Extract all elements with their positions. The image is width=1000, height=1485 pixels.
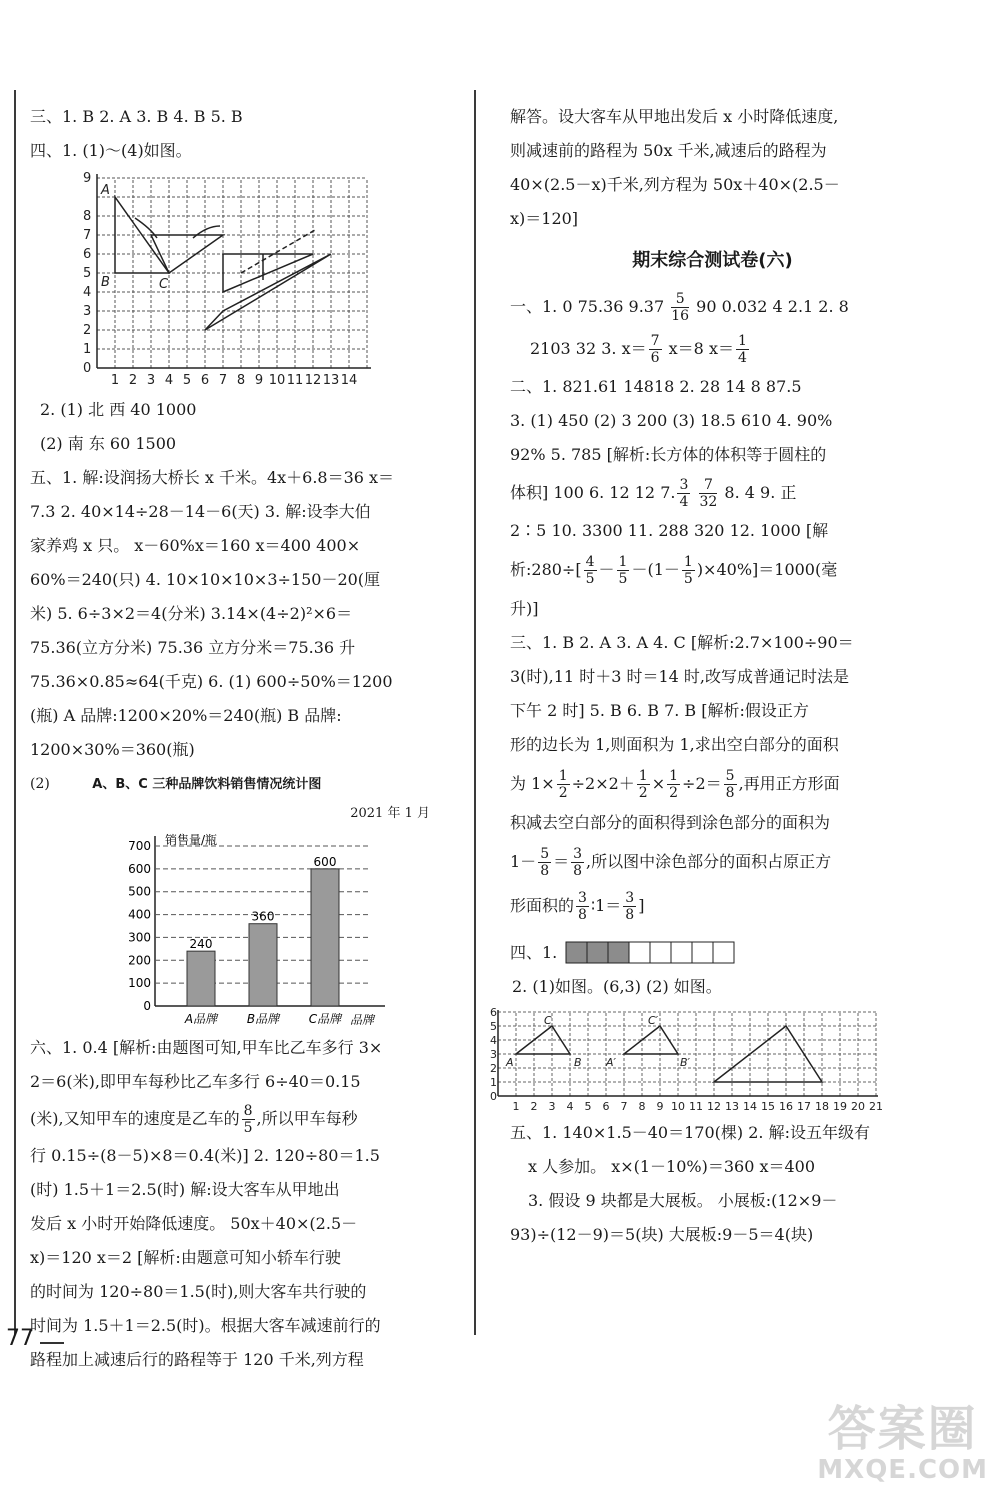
denominator: 4 bbox=[679, 494, 689, 510]
y-tick: 1 bbox=[83, 342, 92, 357]
chart-bar bbox=[311, 869, 339, 1006]
y-tick: 0 bbox=[83, 361, 92, 376]
x-tick: 21 bbox=[869, 1100, 883, 1113]
answer-line bbox=[510, 328, 915, 370]
fraction bbox=[724, 768, 737, 801]
fraction bbox=[242, 1103, 255, 1136]
numerator: 5 bbox=[725, 768, 735, 784]
answer-line: (2) 南 东 60 1500 bbox=[40, 434, 177, 453]
text-part: 析:280÷[ bbox=[510, 560, 582, 579]
denominator: 8 bbox=[725, 785, 735, 801]
y-tick: 8 bbox=[83, 209, 92, 224]
x-tick: 1 bbox=[512, 1100, 520, 1113]
x-tick: 12 bbox=[707, 1100, 721, 1113]
numerator: 3 bbox=[625, 890, 635, 906]
answer-line: (瓶) A 品牌:1200×20%＝240(瓶) B 品牌: bbox=[30, 706, 342, 725]
x-tick-labels-2 bbox=[513, 1100, 884, 1113]
chart-date: 2021 年 1 月 bbox=[350, 806, 430, 821]
answer-line: 二、1. 821.61 14818 2. 28 14 8 87.5 bbox=[510, 377, 802, 396]
chart-xlabel: 品牌 bbox=[350, 1013, 375, 1027]
chart-y-tick: 0 bbox=[143, 999, 151, 1013]
denominator: 5 bbox=[683, 571, 693, 587]
x-tick: 10 bbox=[671, 1100, 685, 1113]
x-tick: 8 bbox=[638, 1100, 646, 1113]
answer-line: 则减速前的路程为 50x 千米,减速后的路程为 bbox=[510, 141, 827, 160]
text-part: ÷2×2＋ bbox=[571, 774, 635, 793]
x-tick: 14 bbox=[340, 373, 358, 388]
text-part: －(1－ bbox=[631, 560, 680, 579]
y-tick: 1 bbox=[490, 1076, 497, 1089]
point-label-b: B bbox=[101, 275, 110, 290]
denominator: 4 bbox=[737, 350, 747, 366]
answer-line: 3. 假设 9 块都是大展板。 小展板:(12×9－ bbox=[528, 1191, 838, 1210]
numerator: 1 bbox=[737, 333, 747, 349]
x-tick: 12 bbox=[304, 373, 322, 388]
y-tick: 4 bbox=[83, 285, 92, 300]
answer-line bbox=[510, 840, 915, 884]
text-part: － bbox=[598, 560, 615, 579]
fraction bbox=[671, 291, 689, 324]
text-part: 一、1. 0 75.36 9.37 bbox=[510, 297, 665, 316]
text-part: 90 0.032 4 2.1 2. 8 bbox=[696, 297, 849, 316]
empty-cell bbox=[692, 942, 713, 963]
answer-line: 解答。设大客车从甲地出发后 x 小时降低速度, bbox=[510, 107, 839, 126]
answer-line: 家养鸡 x 只。 x－60%x＝160 x＝400 400× bbox=[30, 536, 361, 555]
answer-line bbox=[510, 884, 915, 928]
text-part: ,所以甲车每秒 bbox=[256, 1109, 358, 1128]
column-divider bbox=[474, 90, 476, 1335]
y-tick: 7 bbox=[83, 228, 92, 243]
x-tick: 10 bbox=[268, 373, 286, 388]
x-tick: 14 bbox=[743, 1100, 757, 1113]
x-tick: 3 bbox=[548, 1100, 556, 1113]
dashed-guide bbox=[241, 230, 315, 273]
point-label-a: A bbox=[506, 1056, 514, 1069]
page-number: 77 bbox=[6, 1326, 34, 1351]
fraction bbox=[584, 554, 597, 587]
chart-data-label: 600 bbox=[313, 854, 337, 869]
page-number-dash bbox=[40, 1342, 64, 1344]
point-label-b-prime: B′ bbox=[680, 1056, 691, 1069]
watermark-logo-text: 答案圈 bbox=[827, 1401, 978, 1457]
answer-line: 五、1. 解:设润扬大桥长 x 千米。4x＋6.8＝36 x＝ bbox=[30, 468, 395, 487]
x-tick: 11 bbox=[286, 373, 304, 388]
rotation-arrow-2 bbox=[193, 226, 220, 238]
y-tick: 5 bbox=[490, 1020, 497, 1033]
point-label-c: C bbox=[159, 277, 169, 292]
answer-line bbox=[510, 472, 915, 514]
y-tick: 2 bbox=[490, 1062, 497, 1075]
x-tick: 15 bbox=[761, 1100, 775, 1113]
x-tick: 16 bbox=[779, 1100, 793, 1113]
y-tick: 4 bbox=[490, 1034, 497, 1047]
answer-line bbox=[510, 762, 915, 806]
text-part: 形面积的 bbox=[510, 896, 575, 915]
answer-line: 行 0.15÷(8－5)×8＝0.4(米)] 2. 120÷80＝1.5 bbox=[30, 1146, 380, 1165]
answer-line bbox=[510, 548, 915, 592]
x-tick: 18 bbox=[815, 1100, 829, 1113]
coordinate-grid-figure bbox=[75, 168, 395, 393]
chart-bar bbox=[187, 951, 215, 1006]
x-tick: 2 bbox=[530, 1100, 538, 1113]
answer-line: 的时间为 120÷80＝1.5(时),则大客车共行驶的 bbox=[30, 1282, 367, 1301]
text-part: x＝8 x＝ bbox=[668, 339, 734, 358]
fraction bbox=[571, 846, 584, 879]
numerator: 1 bbox=[683, 554, 693, 570]
denominator: 5 bbox=[618, 571, 628, 587]
x-tick: 13 bbox=[725, 1100, 739, 1113]
answer-line: x)＝120 x＝2 [解析:由题意可知小轿车行驶 bbox=[30, 1248, 341, 1267]
x-tick: 8 bbox=[236, 373, 246, 388]
x-tick-labels bbox=[111, 373, 357, 388]
numerator: 1 bbox=[638, 768, 648, 784]
text-part: (米),又知甲车的速度是乙车的 bbox=[30, 1109, 240, 1128]
answer-line: 形的边长为 1,则面积为 1,求出空白部分的面积 bbox=[510, 735, 839, 754]
answer-line: 92% 5. 785 [解析:长方体的体积等于圆柱的 bbox=[510, 445, 827, 464]
denominator: 32 bbox=[699, 494, 718, 510]
answer-line: 75.36×0.85≈64(千克) 6. (1) 600÷50%＝1200 bbox=[30, 672, 393, 691]
denominator: 16 bbox=[671, 308, 690, 324]
denominator: 2 bbox=[638, 785, 648, 801]
fraction bbox=[682, 554, 695, 587]
answer-line: x 人参加。 x×(1－10%)＝360 x＝400 bbox=[528, 1157, 816, 1176]
shaded-cell bbox=[566, 942, 587, 963]
text-part: 四、1. bbox=[510, 943, 558, 962]
empty-cell bbox=[671, 942, 692, 963]
x-tick: 17 bbox=[797, 1100, 811, 1113]
denominator: 8 bbox=[540, 863, 550, 879]
empty-cell bbox=[629, 942, 650, 963]
chart-y-tick: 300 bbox=[128, 930, 151, 945]
answer-line: 积减去空白部分的面积得到涂色部分的面积为 bbox=[510, 813, 831, 832]
y-tick: 3 bbox=[83, 304, 92, 319]
numerator: 5 bbox=[671, 291, 689, 308]
answer-line: 四、1. (1)～(4)如图。 bbox=[30, 141, 192, 160]
chart-category-label: C品牌 bbox=[308, 1012, 342, 1026]
fraction bbox=[667, 768, 680, 801]
answer-line: 3. (1) 450 (2) 3 200 (3) 18.5 610 4. 90% bbox=[510, 411, 833, 430]
chart-y-tick: 400 bbox=[128, 907, 151, 922]
text-part: × bbox=[651, 774, 666, 793]
x-tick: 19 bbox=[833, 1100, 847, 1113]
x-tick: 20 bbox=[851, 1100, 865, 1113]
answer-line: x)＝120] bbox=[510, 209, 579, 228]
x-tick: 4 bbox=[566, 1100, 574, 1113]
x-tick: 6 bbox=[602, 1100, 610, 1113]
text-part: 1－ bbox=[510, 852, 537, 871]
point-label-a: A bbox=[101, 183, 110, 198]
x-tick: 7 bbox=[218, 373, 228, 388]
y-tick: 5 bbox=[83, 266, 92, 281]
answer-line: 60%＝240(只) 4. 10×10×10×3÷150－20(厘 bbox=[30, 570, 381, 589]
chart-y-ticks bbox=[128, 839, 151, 1013]
y-tick-labels-2 bbox=[490, 1006, 497, 1103]
answer-line: 三、1. B 2. A 3. B 4. B 5. B bbox=[30, 107, 243, 126]
denominator: 2 bbox=[669, 785, 679, 801]
x-tick: 6 bbox=[200, 373, 210, 388]
text-part: 为 1× bbox=[510, 774, 555, 793]
y-tick: 9 bbox=[83, 171, 92, 186]
text-part: ] bbox=[638, 896, 645, 915]
chart-bars bbox=[184, 855, 343, 1026]
answer-line: 75.36(立方分米) 75.36 立方分米＝75.36 升 bbox=[30, 638, 356, 657]
denominator: 8 bbox=[573, 863, 583, 879]
text-part: ,再用正方形面 bbox=[738, 774, 840, 793]
empty-cell bbox=[713, 942, 734, 963]
chart-category-label: A品牌 bbox=[184, 1012, 218, 1026]
x-tick: 4 bbox=[164, 373, 174, 388]
answer-line: 米) 5. 6÷3×2＝4(分米) 3.14×(4÷2)²×6＝ bbox=[30, 604, 353, 623]
shaded-cell bbox=[608, 942, 629, 963]
empty-cell bbox=[650, 942, 671, 963]
answer-line: 2∶5 10. 3300 11. 288 320 12. 1000 [解 bbox=[510, 521, 829, 540]
denominator: 5 bbox=[585, 571, 595, 587]
answer-line: 发后 x 小时开始降低速度。 50x＋40×(2.5－ bbox=[30, 1214, 358, 1233]
denominator: 2 bbox=[558, 785, 568, 801]
left-column bbox=[30, 100, 450, 1377]
numerator: 3 bbox=[573, 846, 583, 862]
answer-line: 六、1. 0.4 [解析:由题图可知,甲车比乙车多行 3× bbox=[30, 1038, 383, 1057]
fraction bbox=[538, 846, 551, 879]
answer-line: 升)] bbox=[510, 599, 539, 618]
denominator: 6 bbox=[650, 350, 660, 366]
x-tick: 5 bbox=[584, 1100, 592, 1113]
answer-line: 3(时),11 时＋3 时＝14 时,改写成普通记时法是 bbox=[510, 667, 849, 686]
text-part: 8. 4 9. 正 bbox=[724, 483, 797, 502]
y-tick-labels bbox=[83, 171, 91, 376]
numerator: 1 bbox=[558, 768, 568, 784]
answer-line: 路程加上减速后行的路程等于 120 千米,列方程 bbox=[30, 1350, 364, 1369]
fraction bbox=[736, 333, 749, 366]
numerator: 7 bbox=[699, 477, 717, 494]
x-tick: 9 bbox=[254, 373, 264, 388]
numerator: 1 bbox=[669, 768, 679, 784]
text-part: )×40%]＝1000(毫 bbox=[696, 560, 838, 579]
numerator: 1 bbox=[618, 554, 628, 570]
x-tick: 3 bbox=[146, 373, 156, 388]
chart-data-label: 360 bbox=[251, 909, 275, 924]
fraction bbox=[617, 554, 630, 587]
point-label-a-prime: A′ bbox=[606, 1056, 617, 1069]
x-tick: 13 bbox=[322, 373, 340, 388]
chart-data-label: 240 bbox=[189, 937, 213, 952]
denominator: 8 bbox=[578, 907, 587, 923]
answer-line: 2. (1) 北 西 40 1000 bbox=[40, 400, 197, 419]
fraction bbox=[557, 768, 570, 801]
answer-line: 三、1. B 2. A 3. A 4. C [解析:2.7×100÷90＝ bbox=[510, 633, 854, 652]
numerator: 4 bbox=[585, 554, 595, 570]
point-label-b: B bbox=[574, 1056, 582, 1069]
numerator: 5 bbox=[540, 846, 550, 862]
answer-line bbox=[30, 1099, 450, 1139]
x-tick: 11 bbox=[689, 1100, 703, 1113]
x-tick: 1 bbox=[110, 373, 120, 388]
fraction bbox=[623, 890, 636, 923]
denominator: 5 bbox=[243, 1120, 253, 1136]
chart-bar bbox=[249, 924, 277, 1006]
fraction bbox=[637, 768, 650, 801]
text-part: ∶1＝ bbox=[590, 896, 622, 915]
shaded-cell-strip bbox=[565, 940, 745, 966]
answer-line bbox=[510, 936, 915, 970]
numerator: 3 bbox=[679, 477, 689, 493]
chart-title: A、B、C 三种品牌饮料销售情况统计图 bbox=[92, 777, 322, 792]
bar-chart bbox=[115, 826, 415, 1031]
answer-line: (时) 1.5＋1＝2.5(时) 解:设大客车从甲地出 bbox=[30, 1180, 340, 1199]
denominator: 8 bbox=[625, 907, 635, 923]
answer-line: 1200×30%＝360(瓶) bbox=[30, 740, 195, 759]
chart-y-tick: 500 bbox=[128, 884, 151, 899]
numerator: 3 bbox=[578, 890, 587, 906]
watermark-url: MXQE.COM bbox=[817, 1455, 988, 1485]
chart-heading-line bbox=[30, 767, 450, 802]
point-label-c-prime: C′ bbox=[648, 1014, 659, 1027]
answer-line: 五、1. 140×1.5－40＝170(棵) 2. 解:设五年级有 bbox=[510, 1123, 870, 1142]
chart-y-tick: 700 bbox=[128, 839, 151, 853]
x-tick: 2 bbox=[128, 373, 138, 388]
answer-line bbox=[510, 286, 915, 328]
chart-y-tick: 100 bbox=[128, 976, 151, 991]
text-part: 2103 32 3. x＝ bbox=[530, 339, 647, 358]
right-column bbox=[490, 100, 915, 1252]
text-part: ,所以图中涂色部分的面积占原正方 bbox=[586, 852, 832, 871]
fraction bbox=[699, 477, 717, 510]
fraction bbox=[576, 890, 589, 923]
coordinate-grid-figure-2 bbox=[490, 1004, 895, 1116]
y-tick: 2 bbox=[83, 323, 92, 338]
y-tick: 0 bbox=[490, 1090, 497, 1103]
answer-line: 40×(2.5－x)千米,列方程为 50x＋40×(2.5－ bbox=[510, 175, 840, 194]
y-tick: 6 bbox=[490, 1006, 497, 1019]
fraction bbox=[677, 477, 690, 510]
chart-category-label: B品牌 bbox=[246, 1012, 280, 1026]
answer-line: 7.3 2. 40×14÷28－14－6(天) 3. 解:设李大伯 bbox=[30, 502, 371, 521]
numerator: 8 bbox=[243, 1103, 253, 1119]
point-label-c: C bbox=[544, 1014, 552, 1027]
chart-y-tick: 200 bbox=[128, 953, 151, 968]
fraction bbox=[649, 333, 662, 366]
answer-line: 93)÷(12－9)＝5(块) 大展板:9－5＝4(块) bbox=[510, 1225, 814, 1244]
x-tick: 5 bbox=[182, 373, 192, 388]
y-tick: 6 bbox=[83, 247, 92, 262]
section-title: 期末综合测试卷(六) bbox=[632, 250, 793, 271]
shaded-cell bbox=[587, 942, 608, 963]
chart-y-tick: 600 bbox=[128, 861, 151, 876]
part-label: (2) bbox=[30, 776, 50, 792]
left-margin-rule bbox=[14, 90, 16, 1335]
numerator: 7 bbox=[650, 333, 660, 349]
text-part: ＝ bbox=[553, 852, 570, 871]
text-part: 体积] 100 6. 12 12 7. bbox=[510, 483, 676, 502]
x-tick: 9 bbox=[656, 1100, 664, 1113]
answer-line: 下午 2 时] 5. B 6. B 7. B [解析:假设正方 bbox=[510, 701, 809, 720]
x-tick: 7 bbox=[620, 1100, 628, 1113]
y-tick: 3 bbox=[490, 1048, 497, 1061]
text-part: ÷2＝ bbox=[682, 774, 722, 793]
answer-line: 2＝6(米),即甲车每秒比乙车多行 6÷40＝0.15 bbox=[30, 1072, 361, 1091]
answer-line: 2. (1)如图。(6,3) (2) 如图。 bbox=[512, 977, 722, 996]
chart-ylabel: 销售量/瓶 bbox=[165, 833, 218, 847]
answer-line: 时间为 1.5＋1＝2.5(时)。根据大客车减速前行的 bbox=[30, 1316, 381, 1335]
